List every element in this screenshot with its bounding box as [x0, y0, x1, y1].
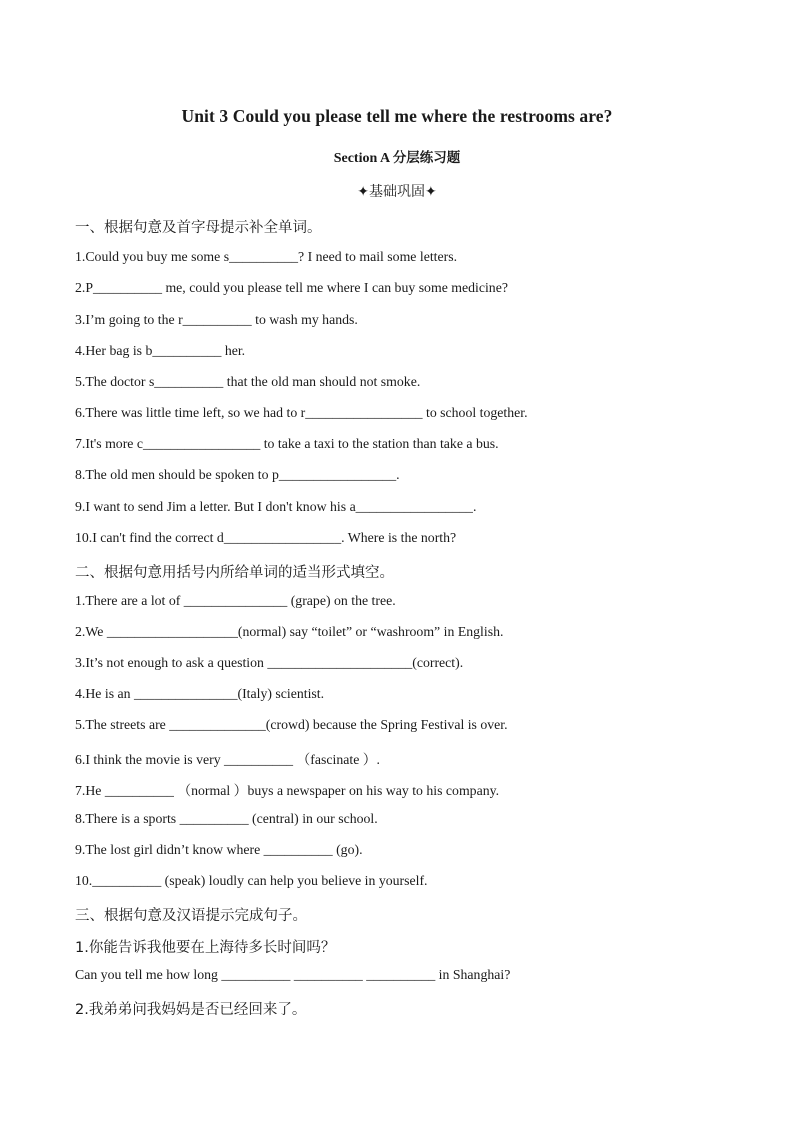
section-2-heading: 二、根据句意用括号内所给单词的适当形式填空。: [75, 565, 394, 581]
exercise-2-1: 1.There are a lot of _______________ (grape) on the tree.: [75, 593, 396, 608]
exercise-1-8: 8.The old men should be spoken to p_________________.: [75, 467, 400, 482]
exercise-2-2: 2.We ___________________(normal) say “toilet” or “washroom” in English.: [75, 624, 504, 639]
exercise-1-6: 6.There was little time left, so we had to r_________________ to school together.: [75, 405, 528, 420]
section-3-heading: 三、根据句意及汉语提示完成句子。: [75, 908, 307, 924]
exercise-2-4: 4.He is an _______________(Italy) scientist.: [75, 686, 325, 701]
subtitle-cn: 分层练习题: [392, 150, 461, 166]
exercise-1-7: 7.It's more c_________________ to take a taxi to the station than take a bus.: [75, 436, 499, 451]
exercise-3-2-prompt: [75, 998, 306, 1019]
exercise-2-10: 10.__________ (speak) loudly can help you believe in yourself.: [75, 873, 428, 888]
exercise-3-2-cn: 2.我弟弟问我妈妈是否已经回来了。: [75, 1002, 307, 1018]
exercise-1-5: 5.The doctor s__________ that the old man should not smoke.: [75, 374, 421, 389]
section-1-heading: 一、根据句意及首字母提示补全单词。: [75, 220, 322, 236]
page-title: Unit 3 Could you please tell me where the restrooms are?: [181, 106, 613, 126]
exercise-3-1-answer: Can you tell me how long __________ __________ __________ in Shanghai?: [75, 967, 511, 982]
exercise-1-9: 9.I want to send Jim a letter. But I don't know his a_________________.: [75, 499, 477, 514]
exercise-1-3: 3.I’m going to the r__________ to wash my hands.: [75, 312, 358, 327]
exercise-2-7: 7.He __________ （normal ）buys a newspaper on his way to his company.: [75, 783, 500, 798]
exercise-3-1-cn: 1.你能告诉我他要在上海待多长时间吗？: [75, 940, 336, 956]
exercise-2-3: 3.It’s not enough to ask a question _____________________(correct).: [75, 655, 464, 670]
exercise-2-5: 5.The streets are ______________(crowd) because the Spring Festival is over.: [75, 717, 508, 732]
exercise-2-6: 6.I think the movie is very __________ （fascinate ）.: [75, 752, 381, 767]
exercise-1-4: 4.Her bag is b__________ her.: [75, 343, 246, 358]
level-label: ✦基础巩固✦: [357, 184, 437, 200]
exercise-2-8: 8.There is a sports __________ (central) in our school.: [75, 811, 378, 826]
exercise-1-10: 10.I can't find the correct d_________________. Where is the north?: [75, 530, 457, 545]
exercise-2-9: 9.The lost girl didn’t know where __________ (go).: [75, 842, 363, 857]
exercise-1-1: 1.Could you buy me some s__________? I need to mail some letters.: [75, 249, 458, 264]
exercise-1-2: 2.P__________ me, could you please tell me where I can buy some medicine?: [75, 280, 508, 295]
exercise-3-1-prompt: [75, 936, 335, 957]
section-subtitle: [0, 146, 794, 167]
subtitle-en: Section A: [333, 151, 390, 166]
